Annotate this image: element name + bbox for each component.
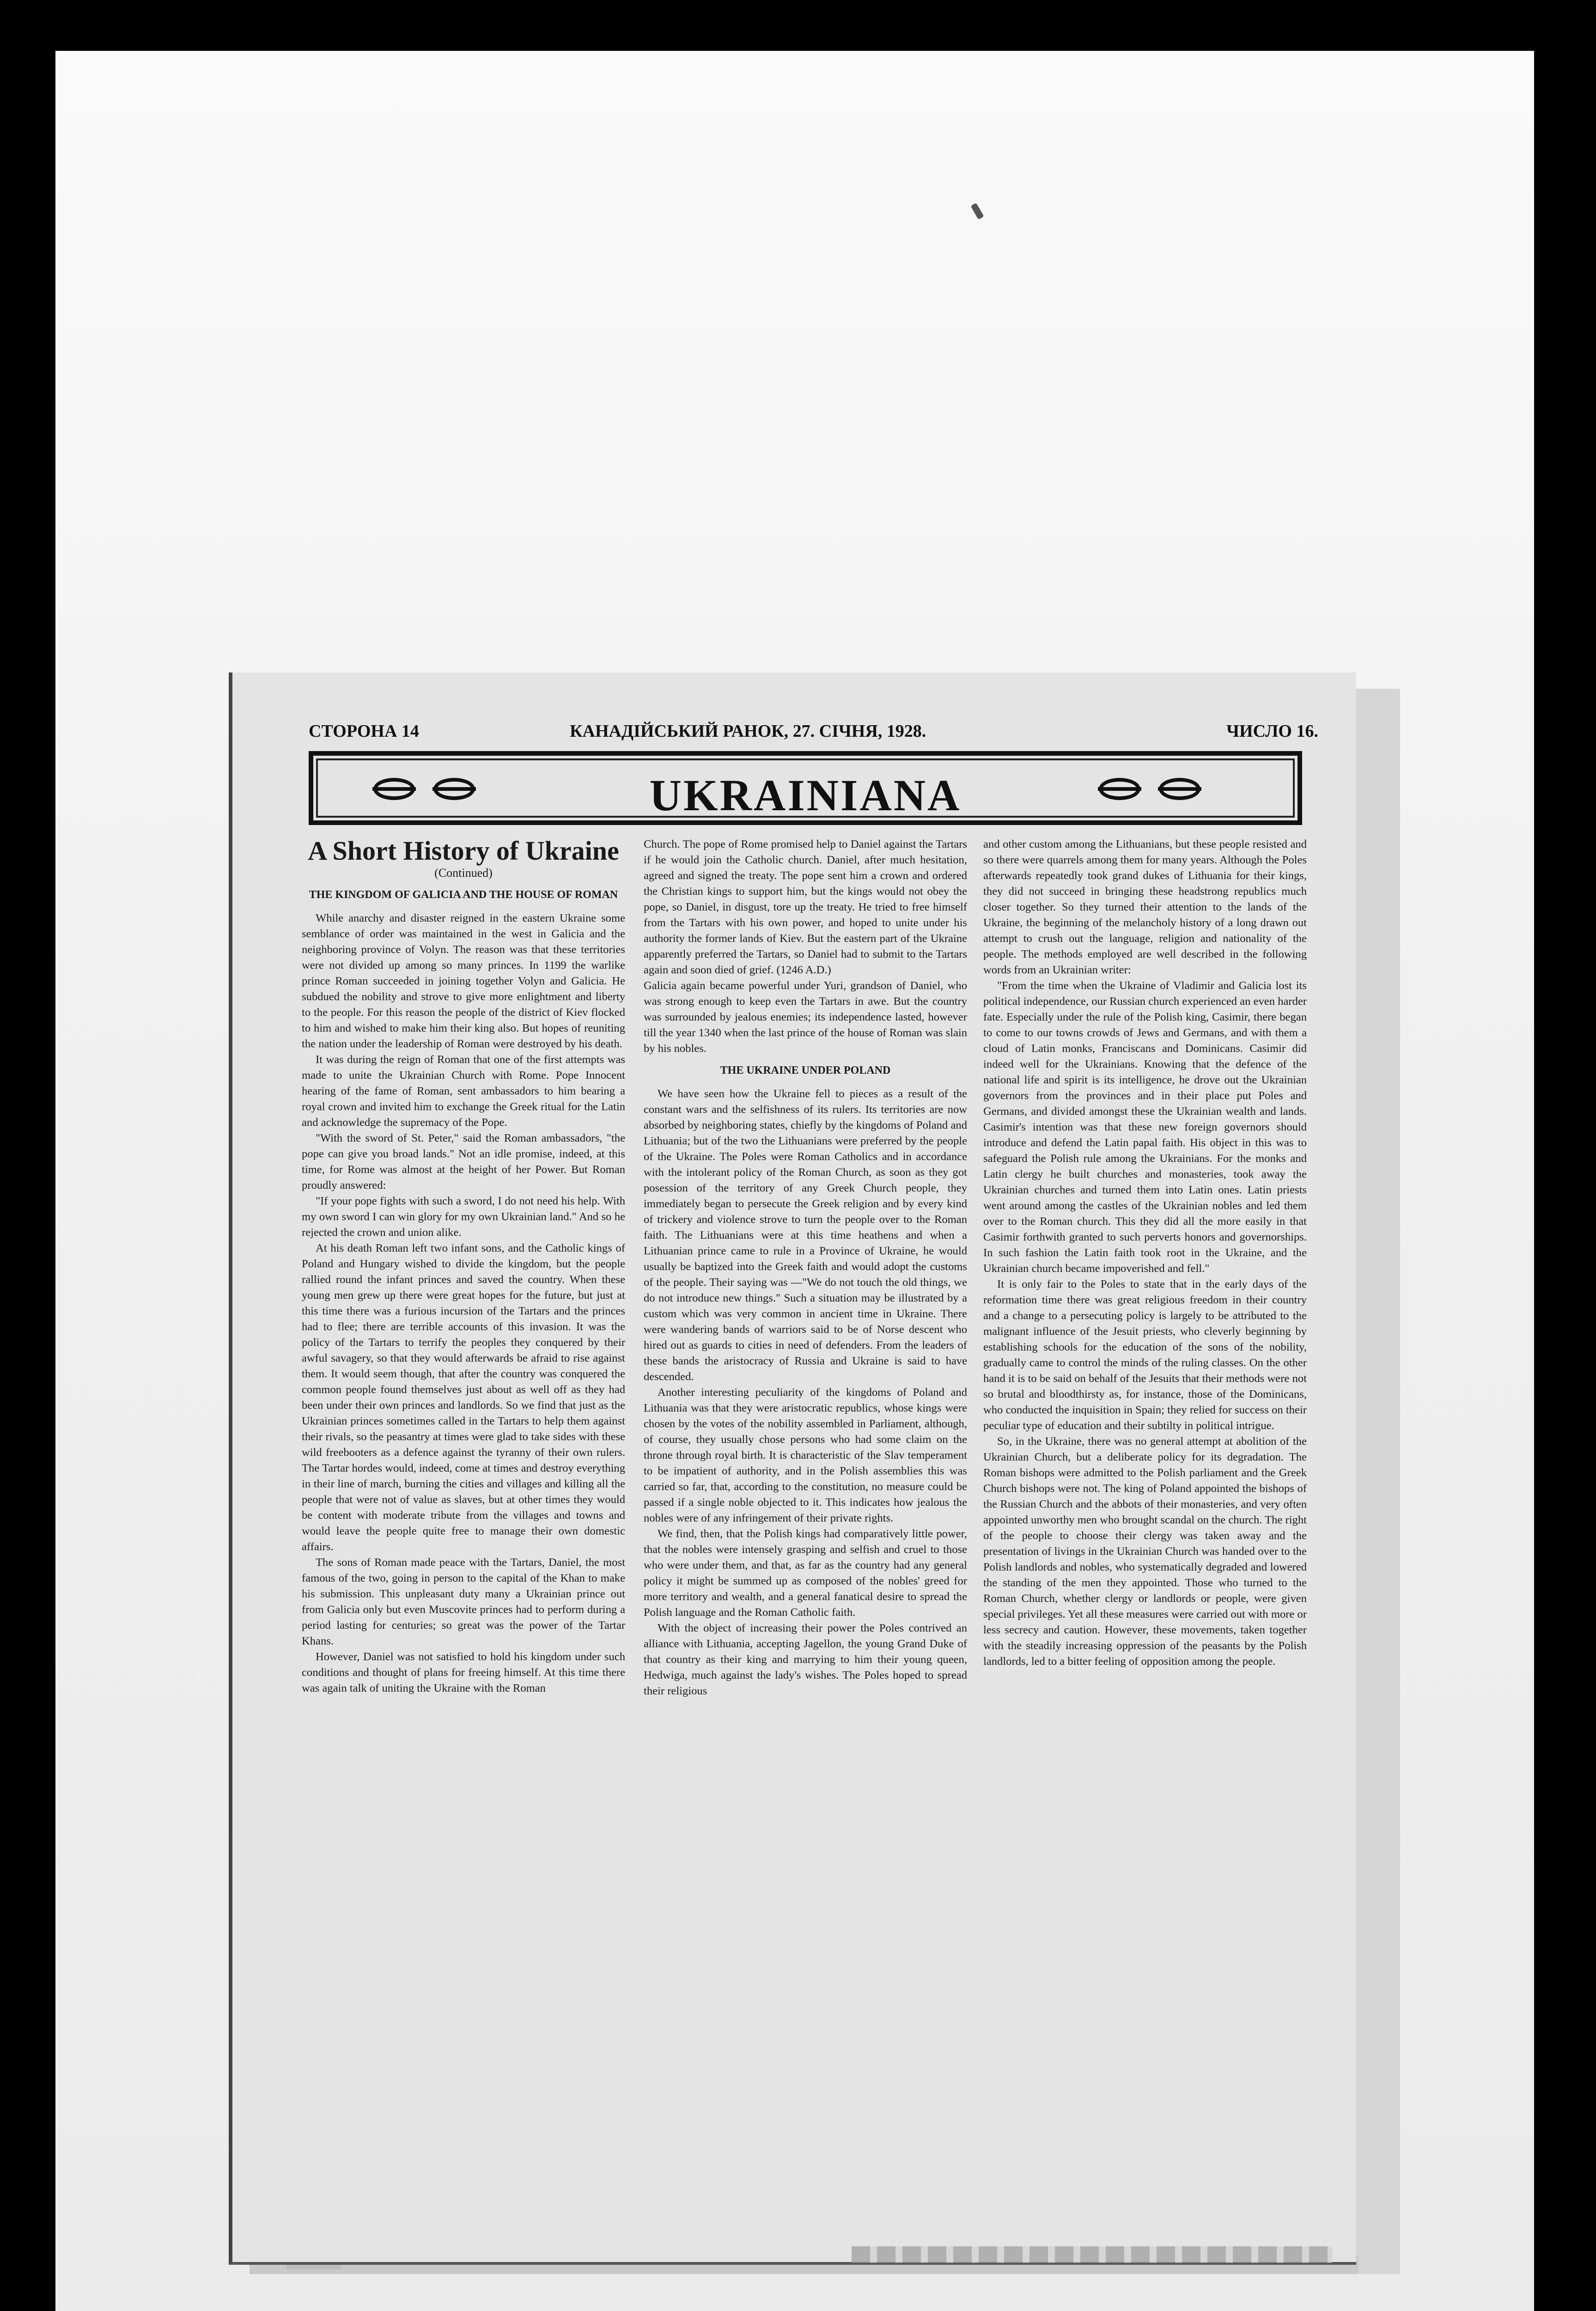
ornament-icon bbox=[1099, 778, 1140, 800]
section-heading: THE UKRAINE UNDER POLAND bbox=[720, 1064, 891, 1076]
paragraph: and other custom among the Lithuanians, but these people resisted and so there were quarrels among them for many years. Although the Poles afterwards repeatedly took grand dukes of Lithuania for their kings, they did not succeed in bringing these headstrong republics much closer together. So they turned their attention to the lands of the Ukraine, the beginning of the melancholy history of a long drawn out attempt to crush out the language, religion and nationality of the people. The methods employed are well described in the following words from an Ukrainian writer: bbox=[983, 838, 1307, 976]
paragraph: With the object of increasing their power the Poles contrived an alliance with Lithuania, accepting Jagellon, the young Grand Duke of that country as their king and marrying to him their young queen, Hedwiga, much against the lady's wishes. The Poles hoped to spread their religious bbox=[644, 1622, 967, 1697]
column-1 bbox=[302, 837, 625, 2191]
paragraph: The sons of Roman made peace with the Tartars, Daniel, the most famous of the two, going in person to the capital of the Khan to make his submission. This unpleasant duty many a Ukrainian prince out from Galicia only but even Muscovite princes had to perform during a period lasting for centuries; so great was the power of the Tartar Khans. bbox=[302, 1556, 625, 1647]
paragraph: It is only fair to the Poles to state that in the early days of the reformation time there was great religious freedom in their country and a change to a persecuting policy is largely to be attributed to the malignant influence of the Jesuit priests, who cleverly beginning by establishing schools for the education of the sons of the nobility, gradually came to control the minds of the ruling classes. On the other hand it is to be said on behalf of the Jesuits that their methods were not so brutal and bloodthirsty as, for instance, those of the Dominicans, who conducted the inquisition in Spain; they relied for success on their peculiar type of education and their subtilty in political intrigue. bbox=[983, 1278, 1307, 1432]
paragraph: At his death Roman left two infant sons, and the Catholic kings of Poland and Hungary wished to divide the kingdom, but the people rallied round the infant princes and saved the country. When these young men grew up there were great hopes for the future, but just at this time there was a furious incursion of the Tartars and the princes had to flee; there are terrible accounts of this invasion. It was the policy of the Tartars to terrify the peoples they conquered by their awful savagery, so that they would afterwards be afraid to rise against them. It would seem though, that after the country was conquered the common people found themselves just about as well off as they had been under their own princes and landlords. So we find that just as the Ukrainian princes sometimes called in the Tartars to help them against their rivals, so the peasantry at times were glad to take sides with these wild freebooters as a defence against the tyranny of their own rulers. The Tartar hordes would, indeed, come at times and destroy everything in their line of march, burning the cities and villages and killing all the people that were not of value as slaves, but at other times they would be content with moderate tribute from the villages and towns and would leave the people quite free to manage their own domestic affairs. bbox=[302, 1242, 625, 1553]
blurred-footer-text bbox=[852, 2246, 1332, 2263]
paragraph: "With the sword of St. Peter," said the Roman ambassadors, "the pope can give you broad lands." Not an idle promise, indeed, at this time, for Rome was almost at the height of her Power. But Roman proudly answered: bbox=[302, 1132, 625, 1192]
newspaper-dateline: КАНАДІЙСЬКИЙ РАНОК, 27. СІЧНЯ, 1928. bbox=[570, 721, 926, 741]
paragraph: However, Daniel was not satisfied to hold his kingdom under such conditions and thought of plans for freeing himself. At this time there was again talk of uniting the Ukraine with the Roman bbox=[302, 1651, 625, 1694]
page-content bbox=[302, 716, 1318, 2209]
ornament-icon bbox=[1159, 778, 1200, 800]
column-3 bbox=[983, 837, 1307, 2191]
page-header bbox=[302, 716, 1318, 749]
column-2 bbox=[644, 837, 967, 2191]
issue-number: ЧИСЛО 16. bbox=[1226, 721, 1318, 741]
paragraph: "From the time when the Ukraine of Vladimir and Galicia lost its political independence, our Russian church experienced an even harder fate. Especially under the rule of the Polish king, Casimir, there began to come to our towns crowds of Jews and Germans, and with them a cloud of Latin monks, Franciscans and Dominicans. Casimir did indeed well for the Ukrainians. Knowing that the defence of the national life and spirit is its intelligence, he drove out the Ukrainian governors from the provinces and in their place put Poles and Germans, and divided amongst these the Ukrainian wealth and lands. Casimir's intention was that these new foreign governors should introduce and defend the Latin papal faith. His object in this was to safeguard the Polish rule among the Ukrainians. For the monks and Latin clergy he built churches and monasteries, took away the Ukrainian churches and turned them into Latin ones. Latin priests went around among the castles of the Ukrainian nobles and led them over to the Roman church. This they did all the more easily in that Casimir forthwith granted to such perverts honors and governorships. In such fashion the Latin faith took root in the Ukraine, and the Ukrainian church became impoverished and fell." bbox=[983, 979, 1307, 1275]
paragraph: While anarchy and disaster reigned in the eastern Ukraine some semblance of order was maintained in the west in Galicia and the neighboring province of Volyn. The reason was that these territories were not divided up among so many princes. In 1199 the warlike prince Roman succeeded in joining together Volyn and Galicia. He subdued the nobility and strove to give more enlightment and liberty to the people. For this reason the people of the district of Kiev flocked to him and wished to make him their king also. But hopes of reuniting the nation under the leadership of Roman were destroyed by his death. bbox=[302, 912, 625, 1050]
paragraph: We find, then, that the Polish kings had comparatively little power, that the nobles were intensely grasping and selfish and cruel to those who were under them, and that, as far as the country had any general policy it might be summed up as composed of the nobles' greed for more territory and wealth, and a general fanatical desire to spread the Polish language and the Roman Catholic faith. bbox=[644, 1528, 967, 1619]
paragraph: We have seen how the Ukraine fell to pieces as a result of the constant wars and the selfishness of its rulers. Its territories are now absorbed by neighboring states, chiefly by the kingdoms of Poland and Lithuania; but of the two the Lithuanians were preferred by the people of the Ukraine. The Poles were Roman Catholics and in accordance with the intolerant policy of the Roman Church, as soon as they got posession of the territory of any Greek Church people, they immediately began to persecute the Greek religion and by every kind of trickery and violence strove to turn the people over to the Roman faith. The Lithuanians were at this time heathens and when a Lithuanian prince came to rule in a Province of Ukraine, he would usually be baptized into the Greek faith and would adopt the customs of the people. Their saying was —"We do not touch the old things, we do not introduce new things." Such a situation may be illustrated by a custom which was very common in ancient time in Ukraine. There were wandering bands of warriors said to be of Norse descent who hired out as guards to cities in need of defenders. From the leaders of these bands the aristocracy of Russia and Ukraine is said to have descended. bbox=[644, 1088, 967, 1383]
paragraph: Galicia again became powerful under Yuri, grandson of Daniel, who was strong enough to keep even the Tartars in awe. But the country was surrounded by jealous enemies; its independence lasted, however till the year 1340 when the last prince of the house of Roman was slain by his nobles. bbox=[644, 979, 967, 1055]
paragraph: It was during the reign of Roman that one of the first attempts was made to unite the Ukrainian Church with Rome. Pope Innocent hearing of the fame of Roman, sent ambassadors to him bearing a royal crown and invited him to exchange the Greek ritual for the Latin and acknowledge the supremacy of the Pope. bbox=[302, 1053, 625, 1129]
section-banner bbox=[309, 751, 1302, 825]
banner-title: UKRAINIANA bbox=[649, 770, 962, 820]
continued-note: (Continued) bbox=[434, 866, 493, 880]
paragraph: Another interesting peculiarity of the kingdoms of Poland and Lithuania was that they were aristocratic republics, whose kings were chosen by the votes of the nobility assembled in Parliament, although, of course, they usually chose persons who had some claim on the throne through royal birth. It is characteristic of the Slav temperament to be impatient of authority, and in the Polish assemblies this was carried so far, that, according to the constitution, no measure could be passed if a single noble objected to it. This indicates how jealous the nobles were of any infringement of their private rights. bbox=[644, 1386, 967, 1524]
paragraph: "If your pope fights with such a sword, I do not need his help. With my own sword I can win glory for my own Ukrainian land." And so he rejected the crown and union alike. bbox=[302, 1195, 625, 1239]
article-title: A Short History of Ukraine bbox=[308, 837, 619, 866]
newspaper-page bbox=[229, 673, 1356, 2265]
page-number: СТОРОНА 14 bbox=[309, 721, 419, 741]
paragraph: Church. The pope of Rome promised help to Daniel against the Tartars if he would join the Catholic church. Daniel, after much hesitation, agreed and signed the treaty. The pope sent him a crown and ordered the Christian kings to support him, but the kings would not obey the pope, so Daniel, in disgust, tore up the treaty. He tried to free himself from the Tartars with his own power, and hoped to unite under his authority the former lands of Kiev. But the eastern part of the Ukraine apparently preferred the Tartars, so Daniel had to submit to the Tartars again and soon died of grief. (1246 A.D.) bbox=[644, 838, 967, 976]
section-heading: THE KINGDOM OF GALICIA AND THE HOUSE OF ROMAN bbox=[309, 889, 618, 901]
paragraph: So, in the Ukraine, there was no general attempt at abolition of the Ukrainian Church, but a deliberate policy for its degradation. The Roman bishops were admitted to the Polish parliament and the Greek Church bishops were not. The king of Poland appointed the bishops of the Russian Church and the abbots of their monasteries, and very often appointed unworthy men who brought scandal on the church. The right of the people to choose their clergy was taken away and the presentation of livings in the Ukrainian Church was handed over to the Polish landlords and nobles, who systematically degraded and lowered the standing of the men they appointed. Those who turned to the Roman Church, whether clergy or landlords or people, were given special privileges. Yet all these measures were carried out with more or less secrecy and caution. However, these movements, taken together with the steadily increasing oppression of the peasants by the Polish landlords, led to a bitter feeling of opposition among the people. bbox=[983, 1435, 1307, 1668]
